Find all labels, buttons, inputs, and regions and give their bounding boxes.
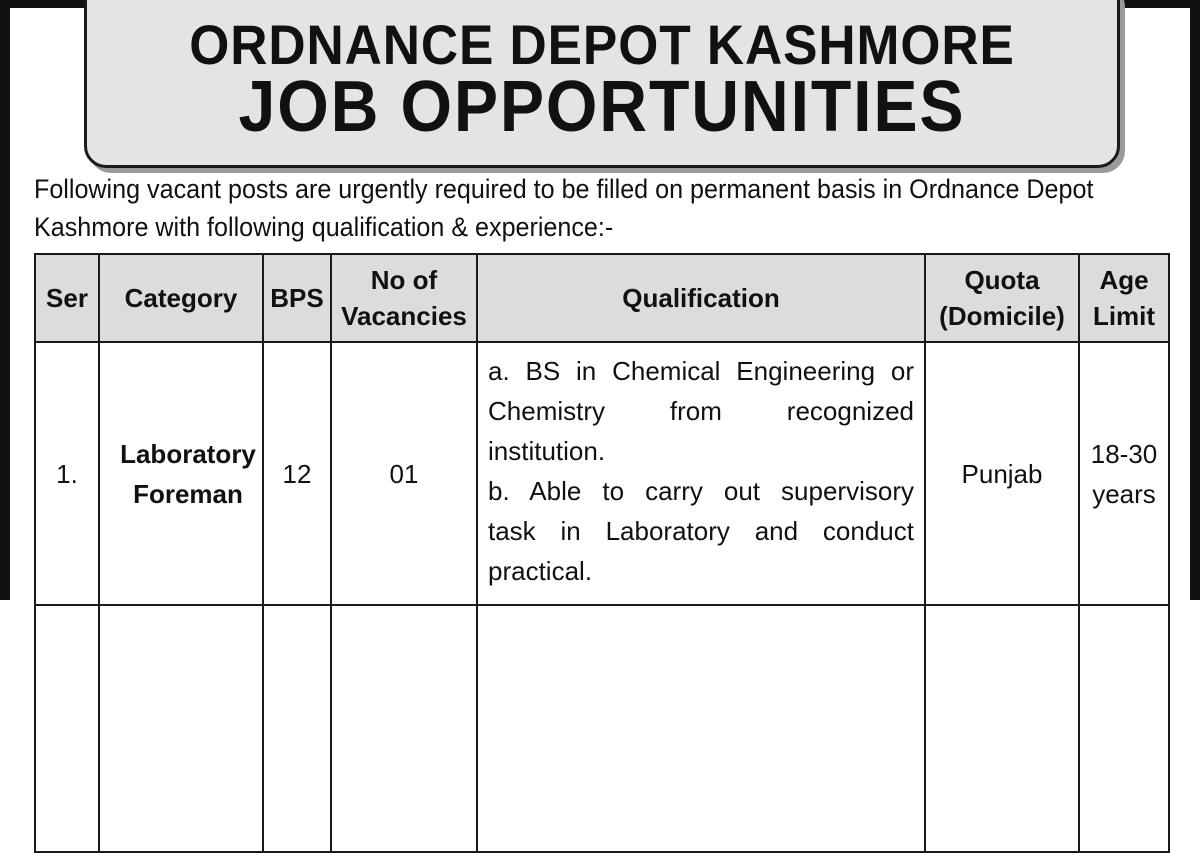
table-row bbox=[35, 342, 1169, 605]
header-qualification: Qualification bbox=[477, 254, 925, 342]
cell-vacancies: 01 bbox=[331, 342, 477, 605]
table-header-row bbox=[35, 254, 1169, 342]
cell-stub bbox=[263, 605, 331, 852]
cell-stub bbox=[1079, 605, 1169, 852]
cell-age-limit: 18-30 years bbox=[1079, 342, 1169, 605]
cell-stub bbox=[477, 605, 925, 852]
header-category: Category bbox=[99, 254, 263, 342]
cell-bps: 12 bbox=[263, 342, 331, 605]
cell-stub bbox=[925, 605, 1079, 852]
table-row-continued bbox=[35, 605, 1169, 852]
page-border-right bbox=[1190, 0, 1200, 600]
vacancies-table bbox=[34, 253, 1170, 853]
organization-title: ORDNANCE DEPOT KASHMORE bbox=[189, 13, 1015, 76]
cell-stub bbox=[331, 605, 477, 852]
job-opportunities-heading: JOB OPPORTUNITIES bbox=[238, 67, 966, 147]
header-bps: BPS bbox=[263, 254, 331, 342]
cell-stub bbox=[35, 605, 99, 852]
title-banner bbox=[84, 0, 1120, 168]
header-quota: Quota (Domicile) bbox=[925, 254, 1079, 342]
page-border-left bbox=[0, 0, 10, 600]
intro-line-1: Following vacant posts are urgently required to be filled on permanent basis in Ordnance Depot bbox=[34, 174, 1094, 204]
cell-category: Laboratory Foreman bbox=[99, 342, 263, 605]
cell-ser: 1. bbox=[35, 342, 99, 605]
header-ser: Ser bbox=[35, 254, 99, 342]
cell-stub bbox=[99, 605, 263, 852]
cell-qualification: a. BS in Chemical Engineering or Chemistry from recognized institution. b. Able to carry out supervisory task in Laboratory and conduct practical. bbox=[477, 342, 925, 605]
header-age-limit: Age Limit bbox=[1079, 254, 1169, 342]
header-vacancies: No of Vacancies bbox=[331, 254, 477, 342]
cell-quota: Punjab bbox=[925, 342, 1079, 605]
intro-line-2: Kashmore with following qualification & experience:- bbox=[34, 212, 614, 242]
intro-paragraph bbox=[34, 170, 1174, 246]
